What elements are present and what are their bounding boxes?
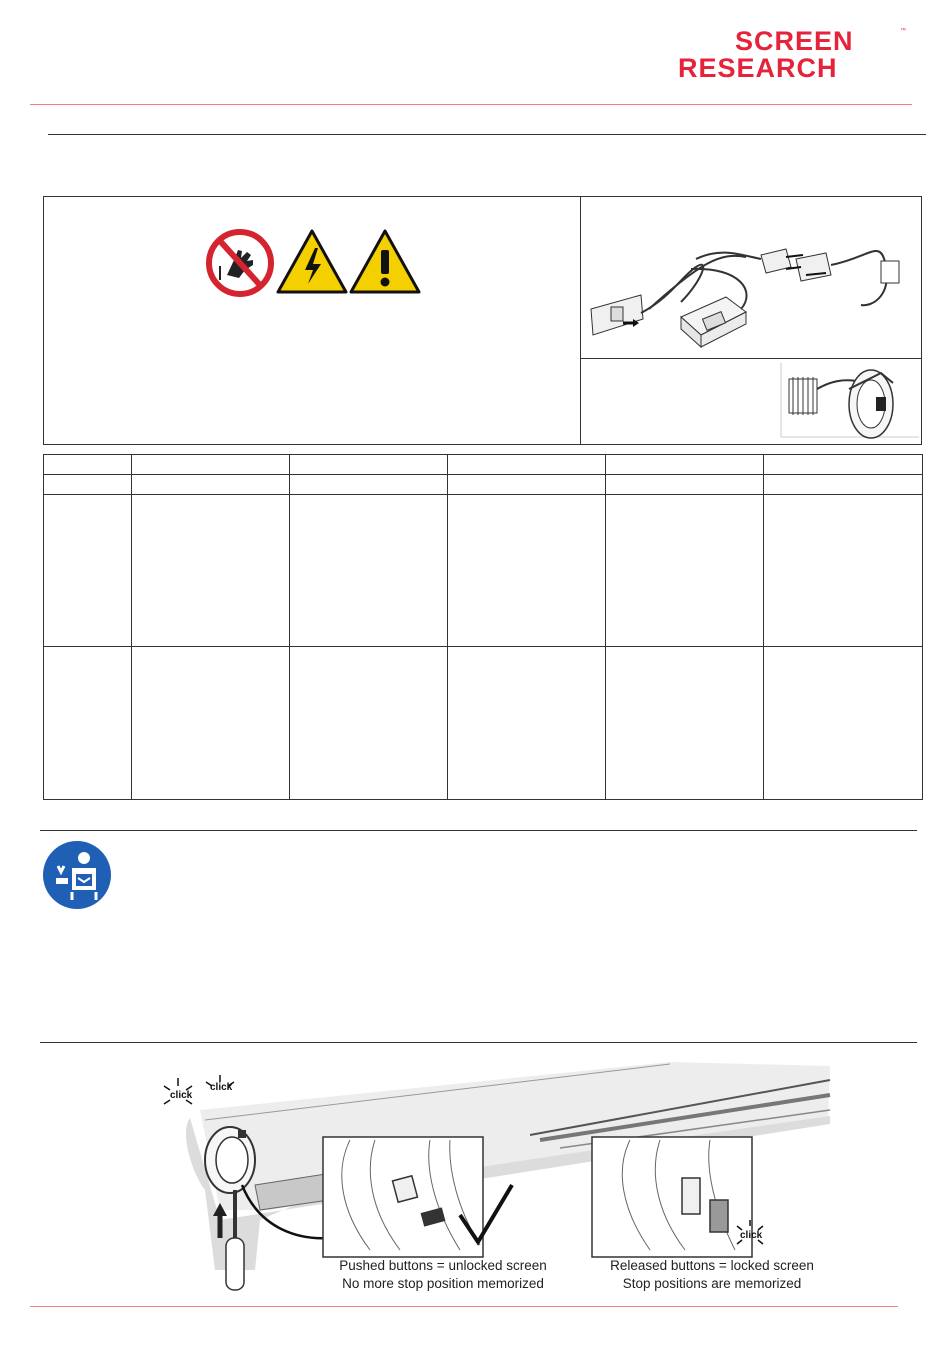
motor-connector-illustration [581, 359, 921, 444]
footer-rule-red [30, 1306, 898, 1307]
table-row [44, 495, 923, 647]
electric-hazard-icon [276, 228, 348, 296]
caption-locked-line1: Released buttons = locked screen [610, 1258, 814, 1273]
switch-connection-illustration [581, 197, 921, 358]
caption-locked-line2: Stop positions are memorized [622, 1276, 802, 1291]
no-touch-icon [205, 228, 277, 298]
motor-connector-panel [580, 358, 922, 445]
specification-grid [43, 454, 923, 800]
switch-connection-panel [580, 196, 922, 359]
brand-trademark: ™ [900, 28, 906, 34]
table-row [44, 647, 923, 800]
read-manual-icon [42, 840, 112, 910]
table-row [44, 455, 923, 475]
caption-unlocked-line1: Pushed buttons = unlocked screen [339, 1258, 547, 1273]
click-label-2: click [210, 1082, 233, 1093]
brand-logo-line1: SCREEN [735, 26, 854, 56]
section-rule [40, 830, 917, 831]
general-warning-icon [349, 228, 421, 296]
brand-logo [678, 28, 904, 82]
click-label-1: click [170, 1090, 193, 1101]
table-row [44, 475, 923, 495]
header-rule-red [30, 104, 912, 105]
header-rule-dark [48, 134, 926, 135]
section-rule [40, 1042, 917, 1043]
inset-click-label: click [740, 1230, 763, 1241]
caption-unlocked-line2: No more stop position memorized [342, 1276, 544, 1291]
brand-logo-line2: RESEARCH [678, 53, 838, 83]
